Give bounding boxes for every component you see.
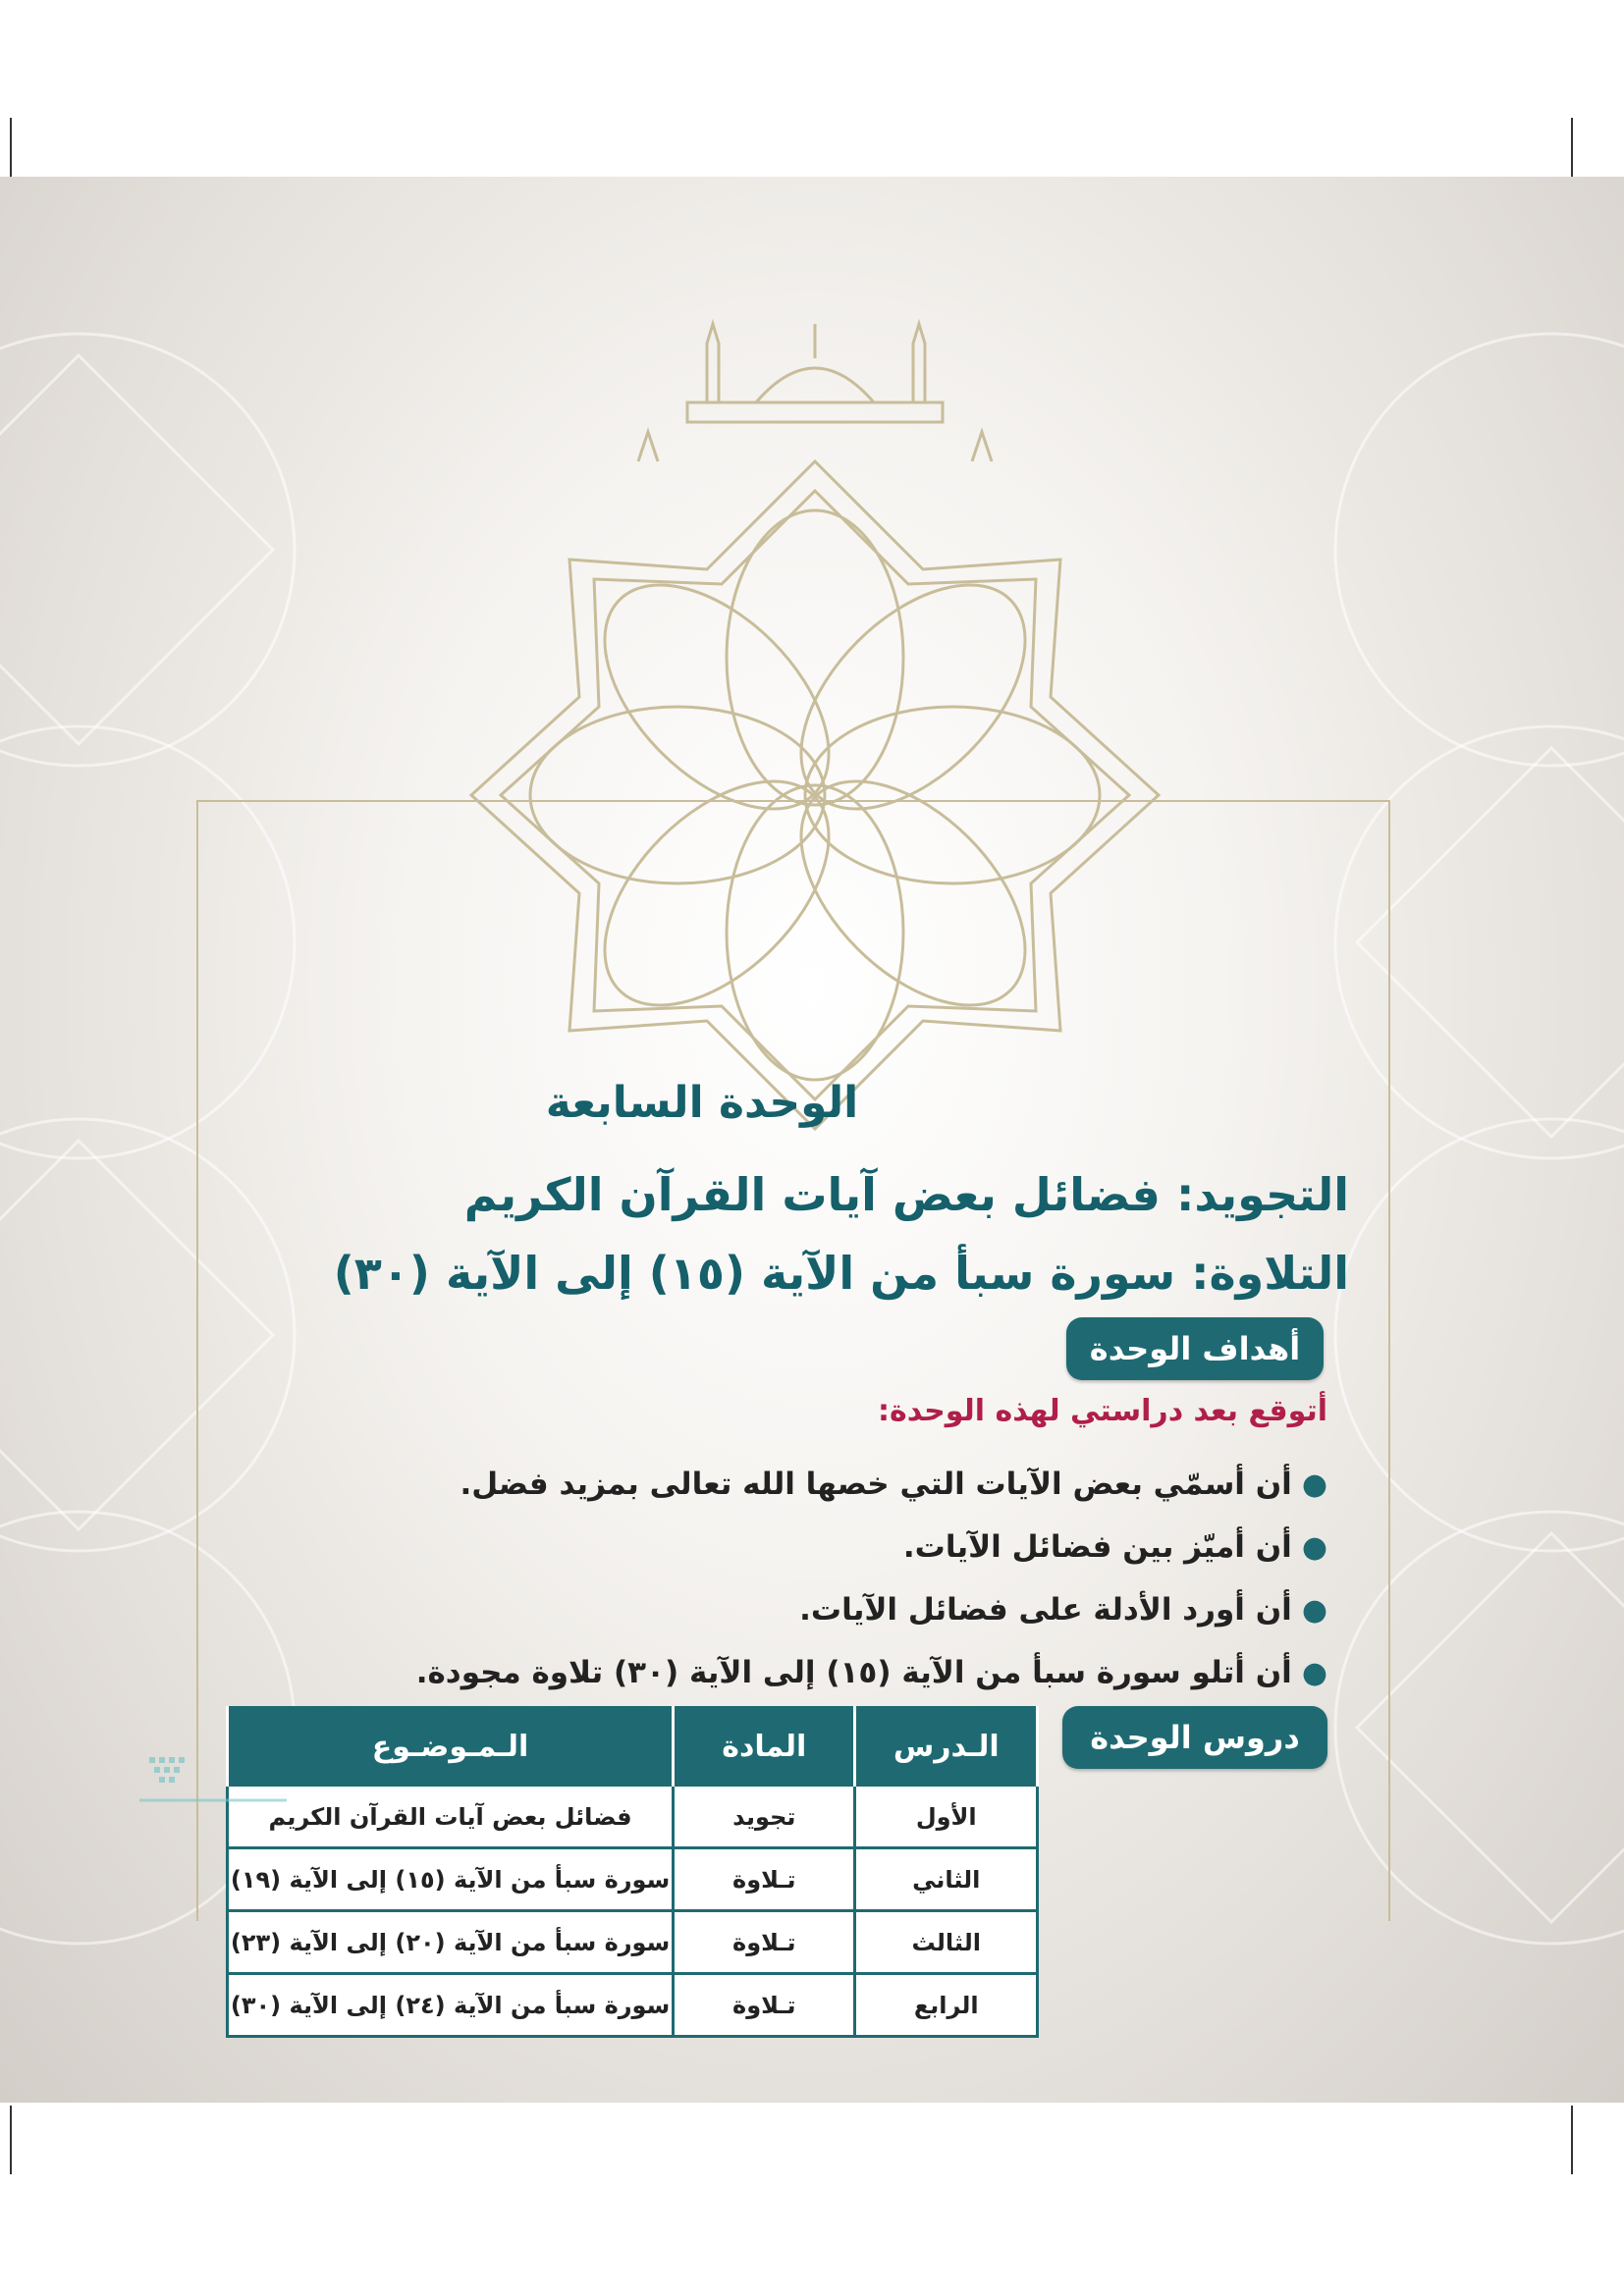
table-cell: فضائل بعض آيات القرآن الكريم	[228, 1786, 674, 1848]
bullet-icon: ●	[1301, 1593, 1327, 1628]
goals-list	[346, 1453, 1327, 1704]
crop-mark	[10, 118, 12, 177]
bullet-icon: ●	[1301, 1530, 1327, 1565]
table-row	[228, 1786, 1038, 1848]
table-cell: سورة سبأ من الآية (٢٤) إلى الآية (٣٠)	[228, 1974, 674, 2037]
tilawa-title: التلاوة: سورة سبأ من الآية (١٥) إلى الآية (٣٠)	[333, 1247, 1349, 1300]
goal-text: أن أورد الأدلة على فضائل الآيات.	[799, 1592, 1292, 1628]
crop-mark	[1571, 2106, 1573, 2174]
table-row	[228, 1848, 1038, 1911]
ministry-of-education-logo-icon	[130, 1753, 297, 1812]
list-item	[346, 1641, 1327, 1704]
table-cell: تـلاوة	[674, 1911, 855, 1974]
table-cell: الأول	[855, 1786, 1038, 1848]
table-row	[228, 1974, 1038, 2037]
table-cell: تـلاوة	[674, 1848, 855, 1911]
table-cell: الرابع	[855, 1974, 1038, 2037]
table-cell: تـلاوة	[674, 1974, 855, 2037]
unit-goals-heading: أهداف الوحدة	[1066, 1317, 1324, 1380]
list-item	[346, 1453, 1327, 1516]
unit-title: الوحدة السابعة	[545, 1078, 859, 1128]
crop-mark	[1571, 118, 1573, 177]
table-cell: الثالث	[855, 1911, 1038, 1974]
goal-text: أن أسمّي بعض الآيات التي خصها الله تعالى بمزيد فضل.	[460, 1467, 1292, 1502]
goal-text: أن أتلو سورة سبأ من الآية (١٥) إلى الآية (٣٠) تلاوة مجودة.	[415, 1655, 1292, 1690]
bullet-icon: ●	[1301, 1656, 1327, 1690]
lessons-table	[226, 1706, 1039, 2038]
column-header-subject: المادة	[674, 1708, 855, 1786]
goals-intro: أتوقع بعد دراستي لهذه الوحدة:	[878, 1394, 1327, 1428]
table-row	[228, 1911, 1038, 1974]
table-cell: سورة سبأ من الآية (١٥) إلى الآية (١٩)	[228, 1848, 674, 1911]
bullet-icon: ●	[1301, 1468, 1327, 1502]
table-cell: تجويد	[674, 1786, 855, 1848]
tajweed-title: التجويد: فضائل بعض آيات القرآن الكريم	[463, 1168, 1349, 1221]
column-header-topic: الـمـوضـوع	[228, 1708, 674, 1786]
table-header-row	[228, 1708, 1038, 1786]
crop-mark	[10, 2106, 12, 2174]
goal-text: أن أميّز بين فضائل الآيات.	[902, 1529, 1292, 1565]
column-header-lesson: الـدرس	[855, 1708, 1038, 1786]
unit-lessons-heading: دروس الوحدة	[1062, 1706, 1327, 1769]
table-cell: سورة سبأ من الآية (٢٠) إلى الآية (٢٣)	[228, 1911, 674, 1974]
list-item	[346, 1578, 1327, 1641]
table-cell: الثاني	[855, 1848, 1038, 1911]
list-item	[346, 1516, 1327, 1578]
